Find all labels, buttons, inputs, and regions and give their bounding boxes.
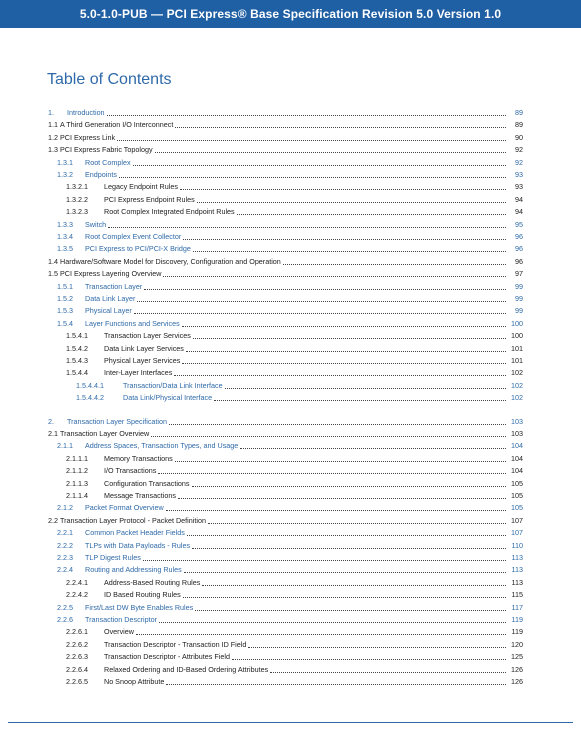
toc-entry-number: 1.3.2.1	[66, 182, 88, 192]
toc-entry-title: Transaction Layer Services	[104, 331, 191, 341]
toc-entry-title: Root Complex Integrated Endpoint Rules	[104, 207, 235, 217]
toc-entry[interactable]	[57, 526, 523, 538]
toc-entry-page: 120	[511, 639, 523, 649]
toc-entry[interactable]	[66, 650, 523, 662]
toc-dot-leader	[225, 388, 506, 389]
toc-dot-leader	[193, 338, 506, 339]
toc-entry[interactable]	[57, 168, 523, 180]
toc-dot-leader	[166, 684, 506, 685]
toc-entry-title: Configuration Transactions	[104, 478, 190, 488]
toc-entry[interactable]	[57, 230, 523, 242]
toc-dot-leader	[193, 251, 506, 252]
toc-entry[interactable]	[57, 317, 523, 329]
toc-entry-number: 2.1	[48, 429, 58, 438]
toc-dot-leader	[174, 375, 506, 376]
toc-entry-title: Transaction Layer Specification	[67, 416, 168, 426]
toc-entry-number: 1.5.3	[57, 306, 73, 316]
toc-entry-title: Transaction Layer Protocol - Packet Definition	[60, 515, 206, 525]
toc-entry-number: 1.3.2.3	[66, 207, 88, 217]
toc-entry-page: 93	[515, 182, 523, 192]
toc-entry-page: 113	[511, 565, 523, 575]
toc-entry-number: 1.3.4	[57, 232, 73, 241]
toc-entry-number: 1.3.3	[57, 219, 73, 229]
toc-entry-page: 94	[515, 194, 523, 204]
toc-title: Table of Contents	[47, 71, 172, 88]
toc-entry-number: 1.5.4.4	[66, 368, 88, 378]
toc-entry-title: Root Complex Event Collector	[85, 232, 182, 241]
toc-entry-page: 107	[511, 528, 523, 538]
toc-entry-page: 107	[511, 515, 523, 525]
toc-dot-leader	[136, 634, 506, 635]
toc-dot-leader	[240, 448, 506, 449]
toc-entry-page: 100	[511, 318, 523, 328]
toc-entry-title: Common Packet Header Fields	[85, 528, 185, 538]
toc-dot-leader	[151, 436, 506, 437]
toc-entry[interactable]	[48, 427, 523, 439]
toc-entry-title: No Snoop Attribute	[104, 677, 165, 686]
toc-entry-number: 1.5.4	[57, 318, 73, 328]
toc-entry-page: 101	[511, 356, 523, 365]
toc-entry-page: 105	[511, 503, 523, 513]
toc-dot-leader	[197, 202, 506, 203]
toc-dot-leader	[159, 622, 506, 623]
toc-dot-leader	[202, 585, 506, 586]
toc-entry-page: 110	[511, 540, 523, 550]
toc-entry[interactable]	[48, 267, 523, 279]
toc-entry-number: 2.1.1.4	[66, 491, 88, 500]
toc-entry[interactable]	[48, 255, 523, 267]
toc-entry-number: 2.2.4.2	[66, 590, 88, 600]
toc-entry-title: Data Link Layer	[85, 294, 136, 303]
toc-entry[interactable]	[57, 156, 523, 168]
toc-entry-title: First/Last DW Byte Enables Rules	[85, 602, 194, 612]
toc-entry-page: 99	[515, 281, 523, 291]
toc-dot-leader	[186, 351, 506, 352]
toc-entry[interactable]	[66, 489, 523, 501]
toc-entry-title: Legacy Endpoint Rules	[104, 182, 178, 192]
toc-entry-number: 1.3.2.2	[66, 194, 88, 204]
toc-entry-title: PCI Express Link	[60, 132, 116, 142]
footer-divider	[8, 722, 573, 723]
toc-entry-number: 1.5	[48, 269, 58, 279]
toc-dot-leader	[175, 127, 506, 128]
toc-entry-page: 104	[511, 441, 523, 451]
toc-entry[interactable]	[66, 675, 523, 687]
toc-entry-page: 101	[511, 343, 523, 353]
toc-entry-title: Layer Functions and Services	[85, 318, 180, 328]
toc-entry[interactable]	[76, 379, 523, 391]
toc-entry-page: 97	[515, 269, 523, 279]
toc-entry[interactable]	[57, 242, 523, 254]
toc-dot-leader	[180, 189, 506, 190]
toc-dot-leader	[169, 424, 506, 425]
toc-entry-number: 2.2.3	[57, 553, 73, 562]
toc-entry[interactable]	[48, 143, 523, 155]
toc-entry-number: 2.2.6.4	[66, 664, 88, 674]
toc-entry-page: 95	[515, 219, 523, 229]
toc-entry-number: 1.3.5	[57, 244, 73, 254]
toc-entry-title: TLP Digest Rules	[85, 553, 141, 562]
toc-entry[interactable]	[66, 193, 523, 205]
toc-entry-title: ID Based Routing Rules	[104, 590, 181, 600]
toc-entry-page: 89	[515, 120, 523, 130]
toc-entry-page: 103	[511, 429, 523, 438]
toc-entry-title: Root Complex	[85, 157, 131, 167]
toc-entry-title: Packet Format Overview	[85, 503, 164, 513]
toc-entry-title: Data Link Layer Services	[104, 343, 184, 353]
toc-entry-page: 99	[515, 294, 523, 303]
toc-entry-number: 2.2.6.3	[66, 652, 88, 662]
toc-entry-page: 119	[511, 627, 523, 637]
toc-dot-leader	[133, 165, 506, 166]
toc-dot-leader	[158, 473, 506, 474]
toc-dot-leader	[182, 326, 506, 327]
toc-entry-title: A Third Generation I/O Interconnect	[60, 120, 174, 130]
toc-entry-number: 2.2	[48, 515, 58, 525]
toc-entry-title: Routing and Addressing Rules	[85, 565, 182, 575]
toc-dot-leader	[232, 659, 506, 660]
toc-entry-number: 2.1.1.1	[66, 453, 88, 463]
toc-dot-leader	[182, 363, 506, 364]
toc-entry-page: 100	[511, 331, 523, 341]
toc-entry-page: 93	[515, 170, 523, 179]
toc-entry-title: Overview	[104, 627, 134, 637]
toc-entry-title: Address-Based Routing Rules	[104, 577, 201, 587]
toc-entry-page: 117	[511, 602, 523, 612]
toc-entry-page: 104	[511, 453, 523, 463]
page-header	[0, 0, 581, 28]
toc-entry-title: PCI Express Layering Overview	[60, 269, 162, 279]
toc-entry-title: Data Link/Physical Interface	[123, 393, 213, 403]
toc-entry-number: 1.3.1	[57, 157, 73, 167]
toc-entry[interactable]	[66, 366, 523, 378]
toc-dot-leader	[137, 301, 506, 302]
header-title: 5.0-1.0-PUB — PCI Express® Base Specification Revision 5.0 Version 1.0	[79, 7, 502, 21]
toc-entry-number: 1.1	[48, 120, 58, 130]
toc-entry-page: 102	[511, 368, 523, 378]
toc-entry-number: 2.2.4	[57, 565, 73, 575]
toc-entry-title: Hardware/Software Model for Discovery, Configuration and Operation	[60, 256, 281, 266]
toc-entry-title: Address Spaces, Transaction Types, and Usage	[85, 441, 239, 451]
toc-entry[interactable]	[66, 342, 523, 354]
toc-entry-title: Inter-Layer Interfaces	[104, 368, 173, 378]
toc-entry-title: Transaction Descriptor - Transaction ID Field	[104, 639, 247, 649]
toc-dot-leader	[192, 486, 507, 487]
toc-dot-leader	[214, 400, 506, 401]
toc-entry[interactable]	[66, 464, 523, 476]
toc-entry-number: 1.5.4.4.1	[76, 380, 104, 390]
toc-entry-title: Message Transactions	[104, 491, 176, 500]
toc-entry-page: 99	[515, 306, 523, 316]
toc-entry-page: 126	[511, 677, 523, 686]
toc-entry[interactable]	[57, 292, 523, 304]
toc-entry[interactable]	[57, 601, 523, 613]
toc-entry-title: PCI Express Fabric Topology	[60, 145, 153, 155]
toc-entry-title: TLPs with Data Payloads - Rules	[85, 540, 191, 550]
toc-entry-number: 1.5.4.2	[66, 343, 88, 353]
toc-entry-number: 2.1.2	[57, 503, 73, 513]
toc-entry-page: 96	[515, 256, 523, 266]
toc-entry-number: 2.1.1.2	[66, 466, 88, 476]
toc-entry[interactable]	[66, 625, 523, 637]
toc-entry-title: PCI Express Endpoint Rules	[104, 194, 195, 204]
toc-entry-page: 89	[515, 108, 523, 117]
toc-entry[interactable]	[48, 131, 523, 143]
toc-entry-title: I/O Transactions	[104, 466, 157, 476]
toc-entry-title: Transaction Layer Overview	[60, 429, 150, 438]
toc-entry[interactable]	[57, 539, 523, 551]
toc-entry[interactable]	[66, 180, 523, 192]
toc-entry-number: 1.5.1	[57, 281, 73, 291]
toc-entry[interactable]	[48, 415, 523, 427]
toc-dot-leader	[248, 647, 506, 648]
toc-dot-leader	[108, 227, 506, 228]
toc-entry-number: 2.2.4.1	[66, 577, 88, 587]
toc-entry-number: 1.5.2	[57, 294, 73, 303]
toc-entry-title: Transaction Layer	[85, 281, 143, 291]
toc-dot-leader	[195, 610, 506, 611]
toc-entry-title: Physical Layer Services	[104, 356, 181, 365]
toc-entry-number: 2.2.6.2	[66, 639, 88, 649]
toc-dot-leader	[187, 535, 506, 536]
toc-dot-leader	[119, 177, 506, 178]
toc-entry[interactable]	[66, 588, 523, 600]
toc-entry-number: 1.	[48, 108, 54, 117]
toc-dot-leader	[192, 548, 506, 549]
toc-entry-page: 103	[511, 416, 523, 426]
toc-entry-number: 1.5.4.4.2	[76, 393, 104, 403]
toc-entry-page: 105	[511, 491, 523, 500]
toc-entry-page: 104	[511, 466, 523, 476]
toc-dot-leader	[178, 498, 506, 499]
toc-entry[interactable]	[57, 218, 523, 230]
toc-dot-leader	[184, 572, 506, 573]
toc-entry-number: 2.1.1.3	[66, 478, 88, 488]
toc-dot-leader	[283, 264, 506, 265]
toc-entry[interactable]	[57, 613, 523, 625]
toc-dot-leader	[183, 597, 506, 598]
toc-entry-number: 2.2.2	[57, 540, 73, 550]
toc-dot-leader	[143, 560, 506, 561]
toc-entry-page: 102	[511, 393, 523, 403]
toc-dot-leader	[134, 313, 506, 314]
toc-entry-title: Transaction/Data Link Interface	[123, 380, 223, 390]
toc-dot-leader	[117, 140, 506, 141]
toc-entry[interactable]	[57, 280, 523, 292]
toc-entry-page: 119	[511, 615, 523, 624]
toc-dot-leader	[208, 523, 506, 524]
toc-dot-leader	[175, 461, 506, 462]
toc-entry-title: Switch	[85, 219, 107, 229]
toc-dot-leader	[107, 115, 506, 116]
toc-entry[interactable]	[66, 354, 523, 366]
toc-dot-leader	[155, 152, 506, 153]
toc-entry[interactable]	[66, 329, 523, 341]
toc-entry-number: 2.2.6.1	[66, 627, 88, 637]
toc-entry-page: 105	[511, 478, 523, 488]
toc-entry-page: 115	[511, 590, 523, 600]
toc-entry-number: 2.2.1	[57, 528, 73, 538]
toc-entry-page: 94	[515, 207, 523, 217]
toc-entry[interactable]	[76, 391, 523, 403]
toc-entry-title: Introduction	[67, 108, 105, 117]
toc-entry[interactable]	[57, 551, 523, 563]
toc-entry-title: Physical Layer	[85, 306, 132, 316]
toc-entry[interactable]	[57, 563, 523, 575]
toc-entry-number: 1.5.4.1	[66, 331, 88, 341]
toc-entry-page: 126	[511, 664, 523, 674]
toc-entry-page: 96	[515, 244, 523, 254]
toc-entry[interactable]	[57, 439, 523, 451]
toc-entry-number: 2.2.6	[57, 615, 73, 624]
toc-dot-leader	[237, 214, 506, 215]
toc-entry-title: Relaxed Ordering and ID-Based Ordering Attributes	[104, 664, 269, 674]
toc-entry[interactable]	[66, 663, 523, 675]
toc-dot-leader	[183, 239, 506, 240]
toc-entry[interactable]	[66, 576, 523, 588]
toc-entry[interactable]	[48, 118, 523, 130]
toc-entry[interactable]	[48, 514, 523, 526]
toc-entry-number: 1.2	[48, 132, 58, 142]
toc-entry-number: 2.	[48, 416, 54, 426]
toc-entry-title: Endpoints	[85, 170, 117, 179]
toc-entry[interactable]	[57, 501, 523, 513]
toc-entry-number: 1.3.2	[57, 170, 73, 179]
toc-dot-leader	[163, 276, 506, 277]
toc-entry-title: Memory Transactions	[104, 453, 173, 463]
toc-entry[interactable]	[57, 304, 523, 316]
toc-entry-page: 113	[511, 553, 523, 562]
toc-dot-leader	[166, 510, 506, 511]
toc-entry[interactable]	[66, 205, 523, 217]
toc-entry-number: 1.5.4.3	[66, 356, 88, 365]
toc-entry-number: 2.2.6.5	[66, 677, 88, 686]
toc-entry-page: 92	[515, 157, 523, 167]
toc-entry-page: 96	[515, 232, 523, 241]
toc-entry[interactable]	[48, 106, 523, 118]
toc-dot-leader	[270, 672, 506, 673]
toc-entry[interactable]	[66, 452, 523, 464]
toc-entry-title: Transaction Descriptor	[85, 615, 158, 624]
toc-entry-page: 125	[511, 652, 523, 662]
toc-entry-number: 2.1.1	[57, 441, 73, 451]
toc-entry[interactable]	[66, 638, 523, 650]
toc-entry-page: 90	[515, 132, 523, 142]
toc-entry-page: 102	[511, 380, 523, 390]
toc-entry-page: 92	[515, 145, 523, 155]
toc-entry-page: 113	[511, 577, 523, 587]
toc-entry-title: PCI Express to PCI/PCI-X Bridge	[85, 244, 191, 254]
toc-dot-leader	[144, 289, 506, 290]
toc-entry-number: 1.4	[48, 256, 58, 266]
toc-entry-title: Transaction Descriptor - Attributes Field	[104, 652, 230, 662]
toc-entry[interactable]	[66, 477, 523, 489]
toc-entry-number: 1.3	[48, 145, 58, 155]
toc-entry-number: 2.2.5	[57, 602, 73, 612]
